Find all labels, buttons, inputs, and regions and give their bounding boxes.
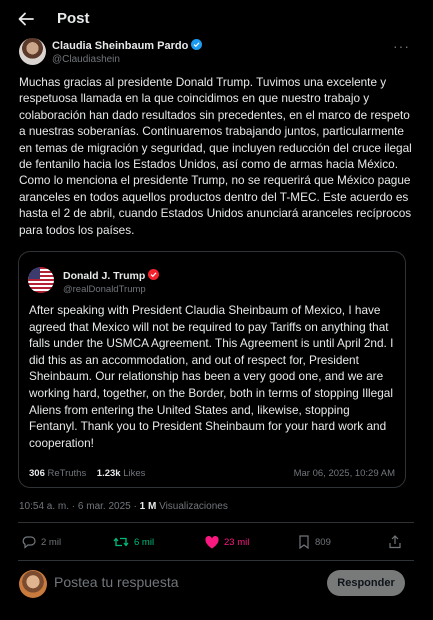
top-bar	[0, 0, 433, 38]
verified-badge-icon	[191, 39, 202, 50]
views-label: Visualizaciones	[159, 501, 228, 512]
divider	[18, 522, 414, 523]
quote-author-line	[63, 269, 159, 282]
author-avatar[interactable]	[19, 38, 46, 65]
reply-button[interactable]	[22, 530, 61, 554]
repost-count: 6 mil	[134, 536, 155, 548]
author-name-line[interactable]	[52, 39, 202, 52]
post-text: Muchas gracias al presidente Donald Trump. Tuvimos una excelente y respetuosa llamada en la que coincidimos en que nuestro trabajo y colaboración han dado resultados sin precedentes, en el marco de respeto a nuestras soberanías. Continuaremos trabajando juntos, particularmente en temas de migración y seguridad, que incluyen reducción del cruce ilegal de fentanilo hacia los Estados Unidos, así como de armas hacia México. Como lo menciona el presidente Trump, no se requerirá que México pague aranceles en todos aquellos productos dentro del T-MEC. Este acuerdo es hasta el 2 de abril, cuando Estados Unidos anunciará aranceles recíprocos para todos los países.	[19, 75, 412, 237]
current-user-avatar	[19, 570, 47, 598]
back-arrow-icon[interactable]	[16, 9, 36, 29]
author-name[interactable]: Claudia Sheinbaum Pardo	[52, 40, 189, 52]
like-button[interactable]	[205, 530, 249, 554]
page-title: Post	[57, 10, 90, 27]
reply-composer	[0, 565, 433, 603]
quote-verified-badge-icon	[148, 269, 159, 280]
share-icon	[388, 535, 402, 549]
quoted-post-card[interactable]	[18, 251, 406, 488]
quote-author-handle: @realDonaldTrump	[63, 284, 146, 295]
reply-count: 2 mil	[41, 536, 62, 548]
post-date[interactable]: 6 mar. 2025	[77, 501, 131, 512]
bookmark-count: 809	[315, 536, 331, 548]
bookmark-button[interactable]	[298, 530, 331, 554]
quote-author-name: Donald J. Trump	[63, 270, 146, 282]
quote-likes-count: 1.23k	[96, 468, 121, 479]
post-time[interactable]: 10:54 a. m.	[19, 501, 70, 512]
quote-retruths-label: ReTruths	[47, 468, 87, 479]
post-author	[19, 38, 419, 70]
quote-stats	[29, 468, 145, 479]
views-count: 1 M	[139, 501, 157, 512]
reply-submit-button[interactable]: Responder	[327, 570, 405, 596]
divider	[18, 560, 414, 561]
repost-icon	[113, 535, 129, 549]
reply-input[interactable]: Postea tu respuesta	[54, 574, 179, 590]
quote-retruths-count: 306	[29, 468, 45, 479]
quote-text: After speaking with President Claudia Sheinbaum of Mexico, I have agreed that Mexico will not be required to pay Tariffs on anything that falls under the USMCA Agreement. This Agreement is until April 2nd. I did this as an accommodation, and out of respect for, President Sheinbaum. Our relationship has been a very good one, and we are working hard, together, on the Border, both in terms of stopping Illegal Aliens from entering the United States and, likewise, stopping Fentanyl. Thank you to President Sheinbaum for your hard work and cooperation!	[29, 303, 394, 450]
like-count: 23 mil	[224, 536, 250, 548]
more-options-icon[interactable]: ···	[393, 38, 410, 54]
post-metadata: 10:54 a. m. · 6 mar. 2025 · 1 M Visualizaciones	[19, 501, 228, 512]
quote-date: Mar 06, 2025, 10:29 AM	[293, 468, 395, 479]
bookmark-icon	[298, 535, 310, 549]
repost-button[interactable]	[113, 530, 154, 554]
action-bar	[0, 530, 433, 554]
share-button[interactable]	[388, 530, 407, 554]
heart-icon	[205, 536, 219, 549]
author-handle[interactable]: @Claudiashein	[52, 54, 120, 65]
reply-icon	[22, 535, 36, 549]
quote-likes-label: Likes	[123, 468, 146, 479]
quote-avatar	[28, 267, 54, 293]
